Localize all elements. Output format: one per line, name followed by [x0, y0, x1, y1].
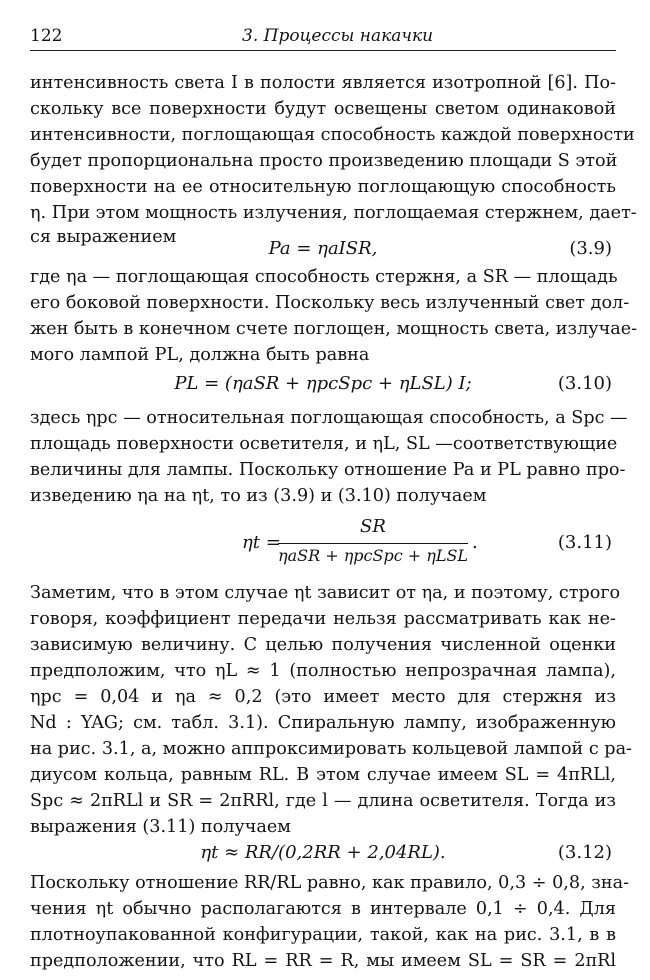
equation-3-10: [30, 369, 616, 399]
text-line: выражения (3.11) получаем: [30, 817, 291, 837]
fraction-denominator: ηaSR + ηpcSpc + ηLSL: [278, 546, 469, 565]
running-head: 3. Процессы накачки: [242, 26, 434, 46]
text-line: Spc ≈ 2πRLl и SR = 2πRRl, где l — длина осветителя. Тогда из: [30, 791, 616, 811]
text-line: на рис. 3.1, а, можно аппроксимировать кольцевой лампой с ра-: [30, 739, 633, 759]
equation-formula: PL = (ηaSR + ηpcSpc + ηLSL) I;: [174, 373, 472, 394]
equation-formula: ηt ≈ RR/(0,2RR + 2,04RL).: [200, 842, 446, 863]
text-line: площадь поверхности осветителя, и ηL, SL —соответствующие: [30, 434, 618, 454]
text-line: ηpc = 0,04 и ηa ≈ 0,2 (это имеет место для стержня из: [30, 687, 616, 707]
text-line: зависимую величину. С целью получения численной оценки: [30, 635, 616, 655]
text-line: жен быть в конечном счете поглощен, мощность света, излучае-: [30, 319, 638, 339]
text-line: диусом кольца, равным RL. В этом случае имеем SL = 4πRLl,: [30, 765, 616, 785]
text-line: его боковой поверхности. Поскольку весь излученный свет дол-: [30, 293, 630, 313]
text-line: здесь ηpc — относительная поглощающая способность, а Spc —: [30, 408, 628, 428]
text-line: величины для лампы. Поскольку отношение Pa и PL равно про-: [30, 460, 626, 480]
text-line: Поскольку отношение RR/RL равно, как правило, 0,3 ÷ 0,8, зна-: [30, 873, 630, 893]
text-line: будет пропорциональна просто произведению площади S этой: [30, 151, 618, 171]
page-header: [30, 26, 616, 51]
text-line: изведению ηa на ηt, то из (3.9) и (3.10) получаем: [30, 486, 487, 506]
text-line: предположении, что RL = RR = R, мы имеем SL = SR = 2πRl: [30, 951, 616, 971]
equation-number: (3.11): [557, 532, 612, 553]
text-line: Заметим, что в этом случае ηt зависит от ηa, и поэтому, строго: [30, 583, 621, 603]
equation-trailing-period: .: [472, 532, 478, 553]
equation-number: (3.10): [557, 373, 612, 394]
equation-3-11: [30, 516, 616, 572]
text-line: поверхности на ее относительную поглощающую способность: [30, 177, 616, 197]
equation-number: (3.12): [557, 842, 612, 863]
text-line: η. При этом мощность излучения, поглощаемая стержнем, дает-: [30, 203, 637, 223]
text-line: предположим, что ηL ≈ 1 (полностью непрозрачная лампа),: [30, 661, 616, 681]
fraction-bar: [278, 543, 468, 544]
equation-formula: Pa = ηaISR,: [268, 238, 378, 259]
fraction-numerator: SR: [360, 516, 386, 537]
equation-3-12: [30, 838, 616, 868]
text-line: Nd : YAG; см. табл. 3.1). Спиральную лампу, изображенную: [30, 713, 616, 733]
equation-3-9: [30, 234, 616, 264]
text-line: мого лампой PL, должна быть равна: [30, 345, 370, 365]
page-number: 122: [30, 26, 63, 46]
text-line: плотноупакованной конфигурации, такой, как на рис. 3.1, в в: [30, 925, 616, 945]
equation-number: (3.9): [569, 238, 612, 259]
text-line: говоря, коэффициент передачи нельзя рассматривать как не-: [30, 609, 616, 629]
text-line: интенсивности, поглощающая способность каждой поверхности: [30, 125, 635, 145]
text-line: где ηa — поглощающая способность стержня, а SR — площадь: [30, 267, 618, 287]
text-line: ся выражением: [30, 227, 177, 247]
equation-lhs: ηt =: [242, 532, 281, 553]
text-line: интенсивность света I в полости является изотропной [6]. По-: [30, 73, 616, 93]
text-line: скольку все поверхности будут освещены светом одинаковой: [30, 99, 616, 119]
text-line: чения ηt обычно располагаются в интервале 0,1 ÷ 0,4. Для: [30, 899, 616, 919]
